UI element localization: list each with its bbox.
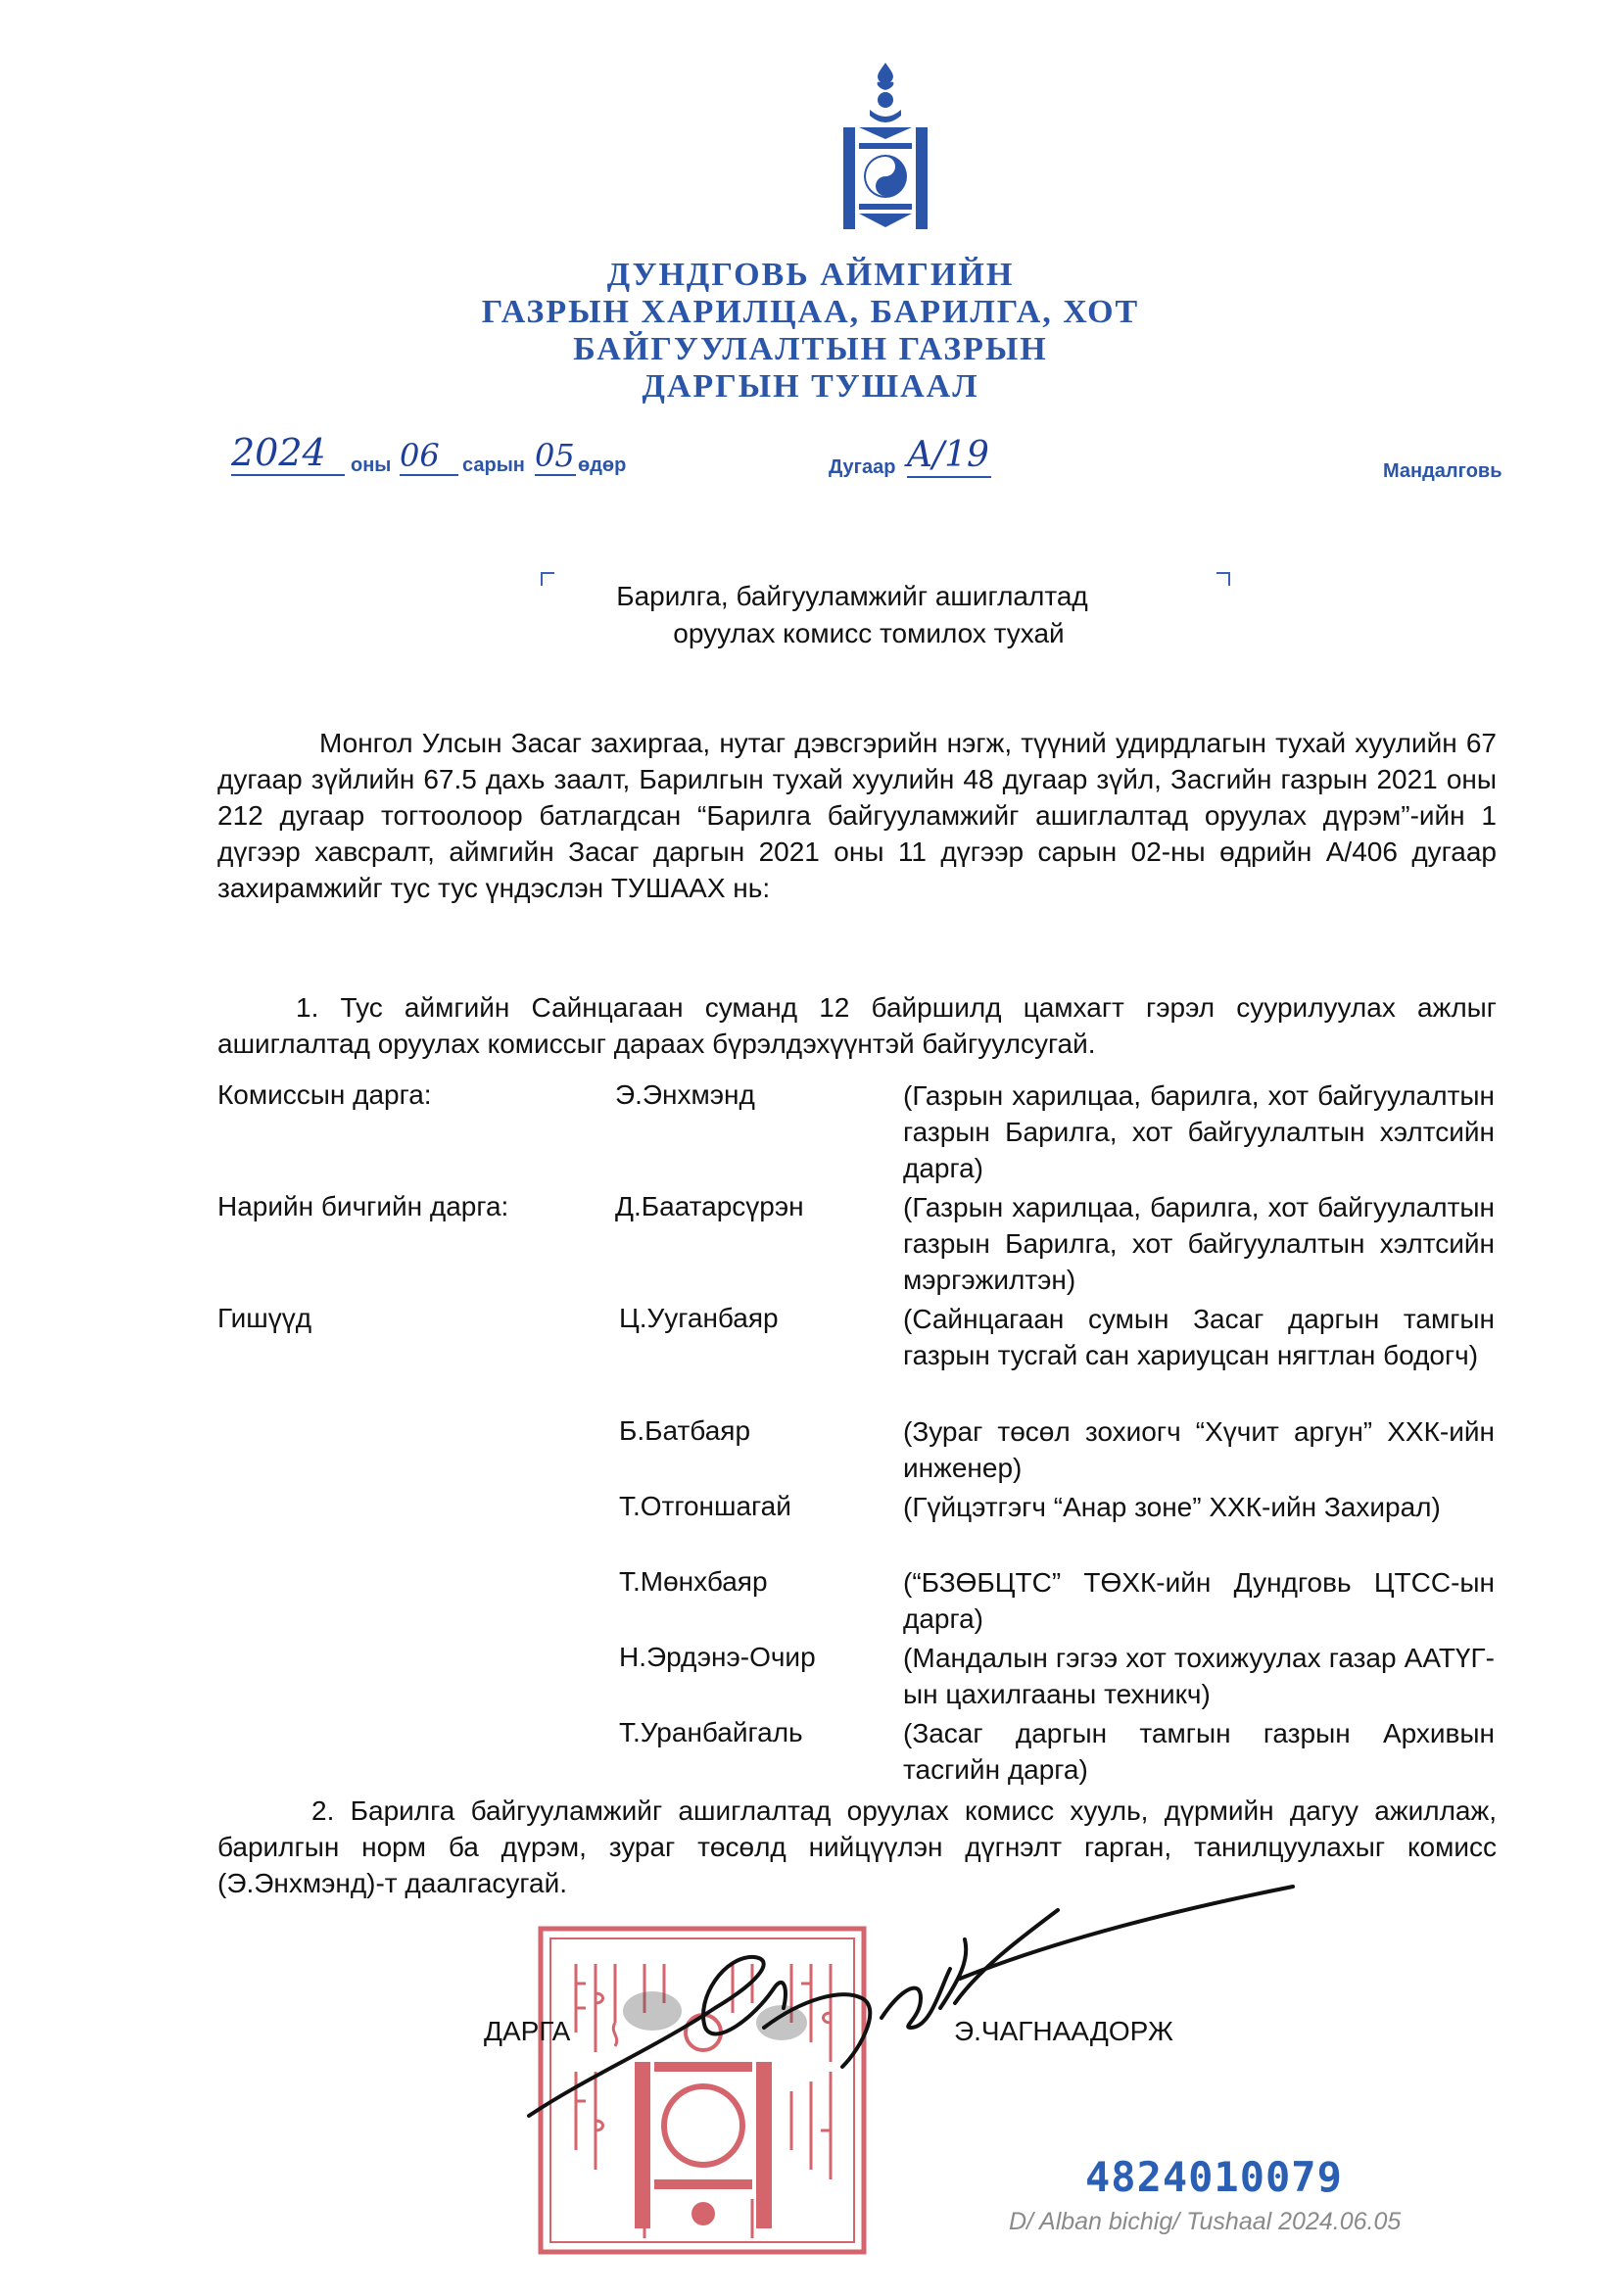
commission-member-name: Т.Уранбайгаль [619,1717,803,1747]
commission-member-position: (Газрын харилцаа, барилга, хот байгуулалтын газрын Барилга, хот байгуулалтын хэлтсийн мэргэжилтэн) [903,1192,1495,1295]
commission-member-name: Т.Мөнхбаяр [619,1566,768,1597]
day-suffix-label: өдөр [578,454,627,476]
archive-path-note: D/ Alban bichig/ Tushaal 2024.06.05 [1009,2208,1402,2235]
day-field [535,437,576,476]
soyombo-emblem-icon [837,61,933,237]
commission-role: Комиссын дарга: [217,1079,432,1110]
year-value: 2024 [231,431,326,474]
subject-line-1: Барилга, байгууламжийг ашиглалтад [616,581,1088,611]
commission-member-name: Ц.Ууганбаяр [619,1303,779,1333]
commission-role: Нарийн бичгийн дарга: [217,1191,509,1221]
signatory-name: Э.ЧАГНААДОРЖ [954,2016,1173,2046]
subject-line-2: оруулах комисс томилох тухай [673,618,1065,648]
signatory-title: ДАРГА [484,2016,571,2046]
commission-member-name: Н.Эрдэнэ-Очир [619,1642,816,1672]
order-item-1: 1. Тус аймгийн Сайнцагаан суманд 12 байршилд цамхагт гэрэл суурилуулах ажлыг ашиглалтад оруулах комиссыг дараах бүрэлдэхүүнтэй байгуулсугай. [217,992,1497,1059]
commission-member-name: Э.Энхмэнд [615,1079,755,1110]
subject-corner-right [1216,572,1230,586]
year-suffix-label: оны [351,454,392,476]
commission-member-name: Д.Баатарсүрэн [615,1191,804,1221]
commission-member-position: (Гүйцэтгэгч “Анар зоне” ХХК-ийн Захирал) [903,1492,1441,1522]
commission-member-position: (“БЗӨБЦТС” ТӨХК-ийн Дундговь ЦТСС-ын дарга) [903,1567,1495,1634]
commission-member-position: (Зураг төсөл зохиогч “Хүчит аргун” ХХК-ийн инженер) [903,1416,1495,1483]
header-line-2: ГАЗРЫН ХАРИЛЦАА, БАРИЛГА, ХОТ [481,294,1140,330]
commission-member-position: (Засаг даргын тамгын газрын Архивын тасгийн дарга) [903,1718,1495,1785]
number-value: A/19 [907,435,989,475]
preamble-paragraph: Монгол Улсын Засаг захиргаа, нутаг дэвсгэрийн нэгж, түүний удирдлагын тухай хуулийн 67 дугаар зүйлийн 67.5 дахь заалт, Барилгын тухай хуулийн 48 дугаар зүйл, Засгийн газрын 2021 оны 212 дугаар тогтоолоор батлагдсан “Барилга байгууламжийг ашиглалтад оруулах дүрэм”-ийн 1 дүгээр хавсралт, аймгийн Засаг даргын 2021 оны 11 дүгээр сарын 02-ны өдрийн А/406 дугаар захирамжийг тус тус үндэслэн ТУШААХ нь: [217,728,1497,903]
place-label: Мандалговь [1383,460,1502,482]
day-value: 05 [535,437,575,474]
commission-member-position: (Газрын харилцаа, барилга, хот байгуулалтын газрын Барилга, хот байгуулалтын хэлтсийн дарга) [903,1080,1495,1183]
commission-member-position: (Сайнцагаан сумын Засаг даргын тамгын газрын тусгай сан хариуцсан нягтлан бодогч) [903,1304,1495,1370]
month-suffix-label: сарын [462,454,525,476]
commission-role: Гишүүд [217,1303,312,1333]
commission-member-name: Б.Батбаяр [619,1415,751,1446]
month-field [400,437,458,476]
subject-title [548,578,1156,652]
header-line-1: ДУНДГОВЬ АЙМГИЙН [606,257,1015,293]
year-field [231,431,345,476]
order-item-2: 2. Барилга байгууламжийг ашиглалтад оруулах комисс хууль, дүрмийн дагуу ажиллаж, барилгын норм ба дүрэм, зураг төсөлд нийцүүлэн дүгнэлт гарган, танилцуулахыг комисс (Э.Энхмэнд)-т даалгасугай. [217,1795,1497,1898]
month-value: 06 [400,437,440,474]
handwritten-signature-icon [509,1881,1312,2155]
number-field [907,435,991,478]
registration-number: 4824010079 [1085,2153,1343,2201]
header-line-3: БАЙГУУЛАЛТЫН ГАЗРЫН [573,331,1048,367]
commission-member-position: (Мандалын гэгээ хот тохижуулах газар ААТҮГ-ын цахилгааны техникч) [903,1643,1495,1709]
header-line-4: ДАРГЫН ТУШААЛ [642,368,979,405]
commission-member-name: Т.Отгоншагай [619,1491,791,1521]
number-label: Дугаар [829,456,896,478]
